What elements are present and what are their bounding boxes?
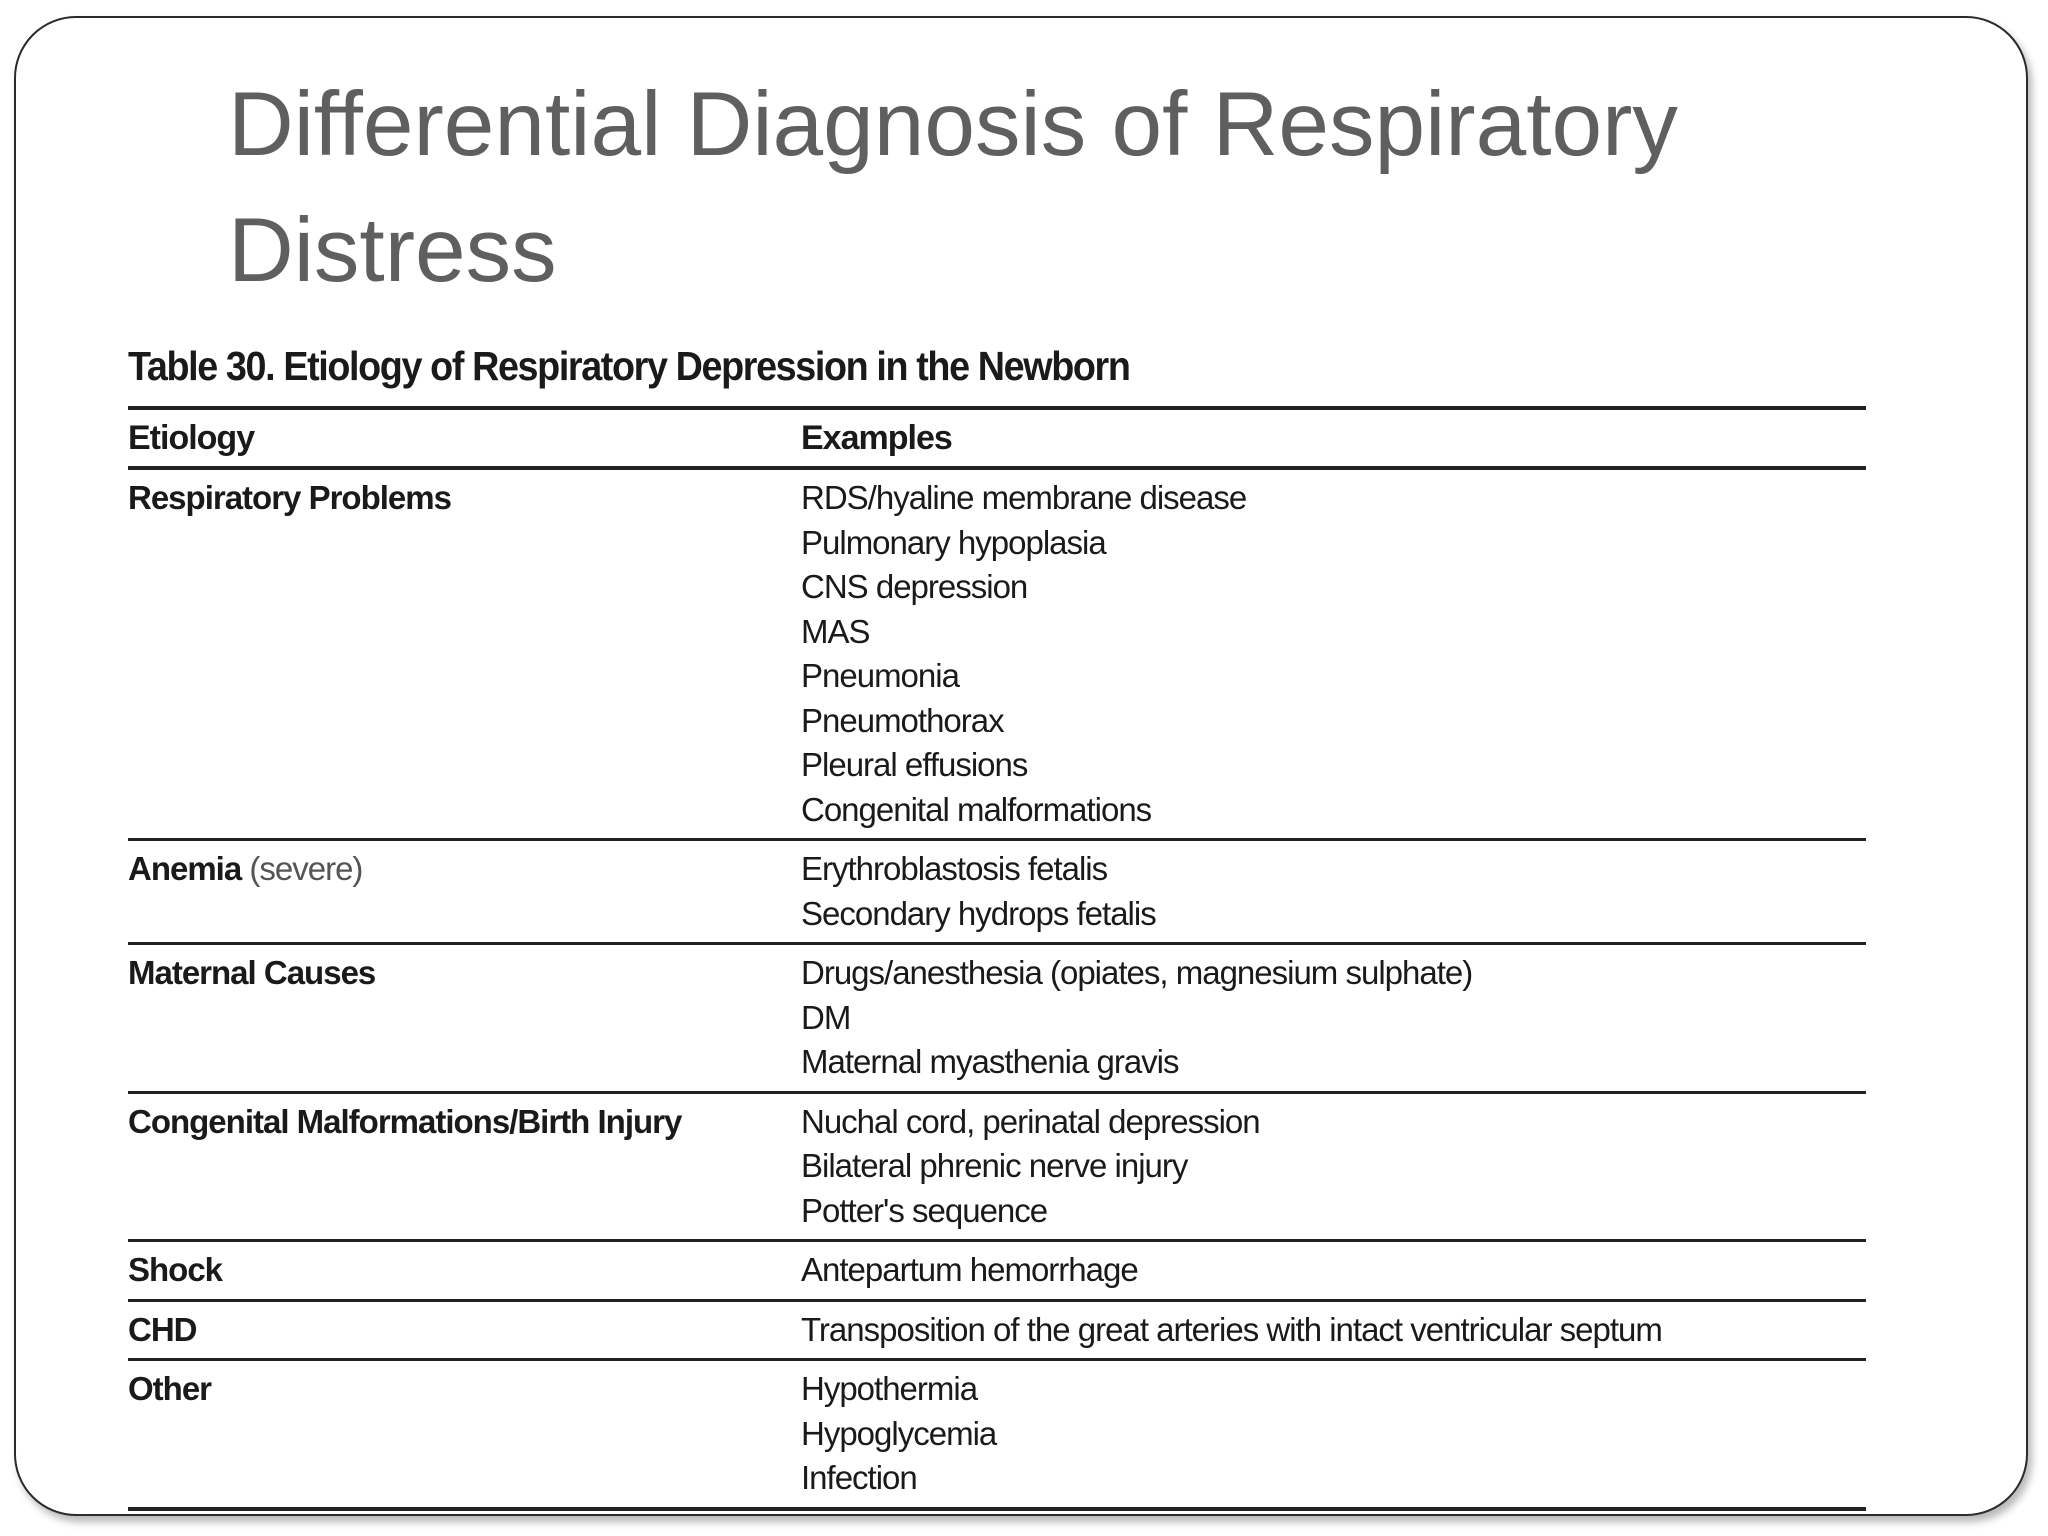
example-item: Transposition of the great arteries with intact ventricular septum	[801, 1310, 1662, 1348]
table-row	[128, 1361, 1866, 1507]
table-row	[128, 1242, 1866, 1299]
etiology-cell	[128, 1308, 801, 1353]
etiology-label: Anemia	[128, 850, 242, 887]
etiology-cell	[128, 1367, 801, 1501]
example-item: Hypoglycemia	[801, 1414, 997, 1452]
slide-title: Differential Diagnosis of Respiratory Distress	[228, 74, 1678, 301]
example-item: RDS/hyaline membrane disease	[801, 479, 1247, 516]
table-row	[128, 1094, 1866, 1240]
example-item: Pneumothorax	[801, 701, 1004, 739]
etiology-label: Maternal Causes	[128, 954, 376, 991]
example-item: Secondary hydrops fetalis	[801, 894, 1156, 932]
example-item: CNS depression	[801, 568, 1028, 605]
etiology-label: Shock	[128, 1251, 223, 1288]
example-item: MAS	[801, 612, 870, 650]
etiology-cell	[128, 847, 801, 936]
example-item: DM	[801, 998, 851, 1036]
row-divider	[128, 1507, 1866, 1511]
etiology-table	[128, 338, 1866, 1511]
table-row	[128, 945, 1866, 1091]
example-item: Erythroblastosis fetalis	[801, 850, 1108, 887]
etiology-cell	[128, 1100, 801, 1234]
example-item: Antepartum hemorrhage	[801, 1251, 1138, 1288]
example-item: Drugs/anesthesia (opiates, magnesium sulphate)	[801, 954, 1473, 991]
etiology-cell	[128, 951, 801, 1085]
example-item: Bilateral phrenic nerve injury	[801, 1147, 1188, 1184]
etiology-label: Congenital Malformations/Birth Injury	[128, 1102, 682, 1140]
table-row	[128, 1302, 1866, 1359]
header-etiology: Etiology	[128, 418, 255, 457]
example-item: Maternal myasthenia gravis	[801, 1043, 1179, 1080]
examples-cell	[801, 476, 1866, 832]
example-item: Pleural effusions	[801, 746, 1028, 783]
examples-cell	[801, 1248, 1866, 1293]
example-item: Nuchal cord, perinatal depression	[801, 1102, 1260, 1140]
etiology-cell	[128, 476, 801, 832]
table-header-row	[128, 410, 1866, 466]
example-item: Infection	[801, 1459, 917, 1496]
table-row	[128, 841, 1866, 942]
examples-cell	[801, 1100, 1866, 1234]
etiology-label: Respiratory Problems	[128, 479, 451, 516]
examples-cell	[801, 1308, 1866, 1353]
etiology-qualifier: (severe)	[249, 850, 363, 887]
example-item: Pneumonia	[801, 657, 959, 694]
example-item: Congenital malformations	[801, 790, 1152, 828]
example-item: Hypothermia	[801, 1370, 978, 1407]
example-item: Potter's sequence	[801, 1191, 1048, 1229]
examples-cell	[801, 951, 1866, 1085]
header-examples: Examples	[801, 418, 952, 457]
table-row	[128, 470, 1866, 838]
examples-cell	[801, 1367, 1866, 1501]
etiology-cell	[128, 1248, 801, 1293]
etiology-label: CHD	[128, 1310, 197, 1348]
table-body	[128, 470, 1866, 1511]
example-item: Pulmonary hypoplasia	[801, 523, 1106, 561]
examples-cell	[801, 847, 1866, 936]
table-caption: Table 30. Etiology of Respiratory Depression in the Newborn	[128, 343, 1130, 389]
etiology-label: Other	[128, 1370, 212, 1407]
